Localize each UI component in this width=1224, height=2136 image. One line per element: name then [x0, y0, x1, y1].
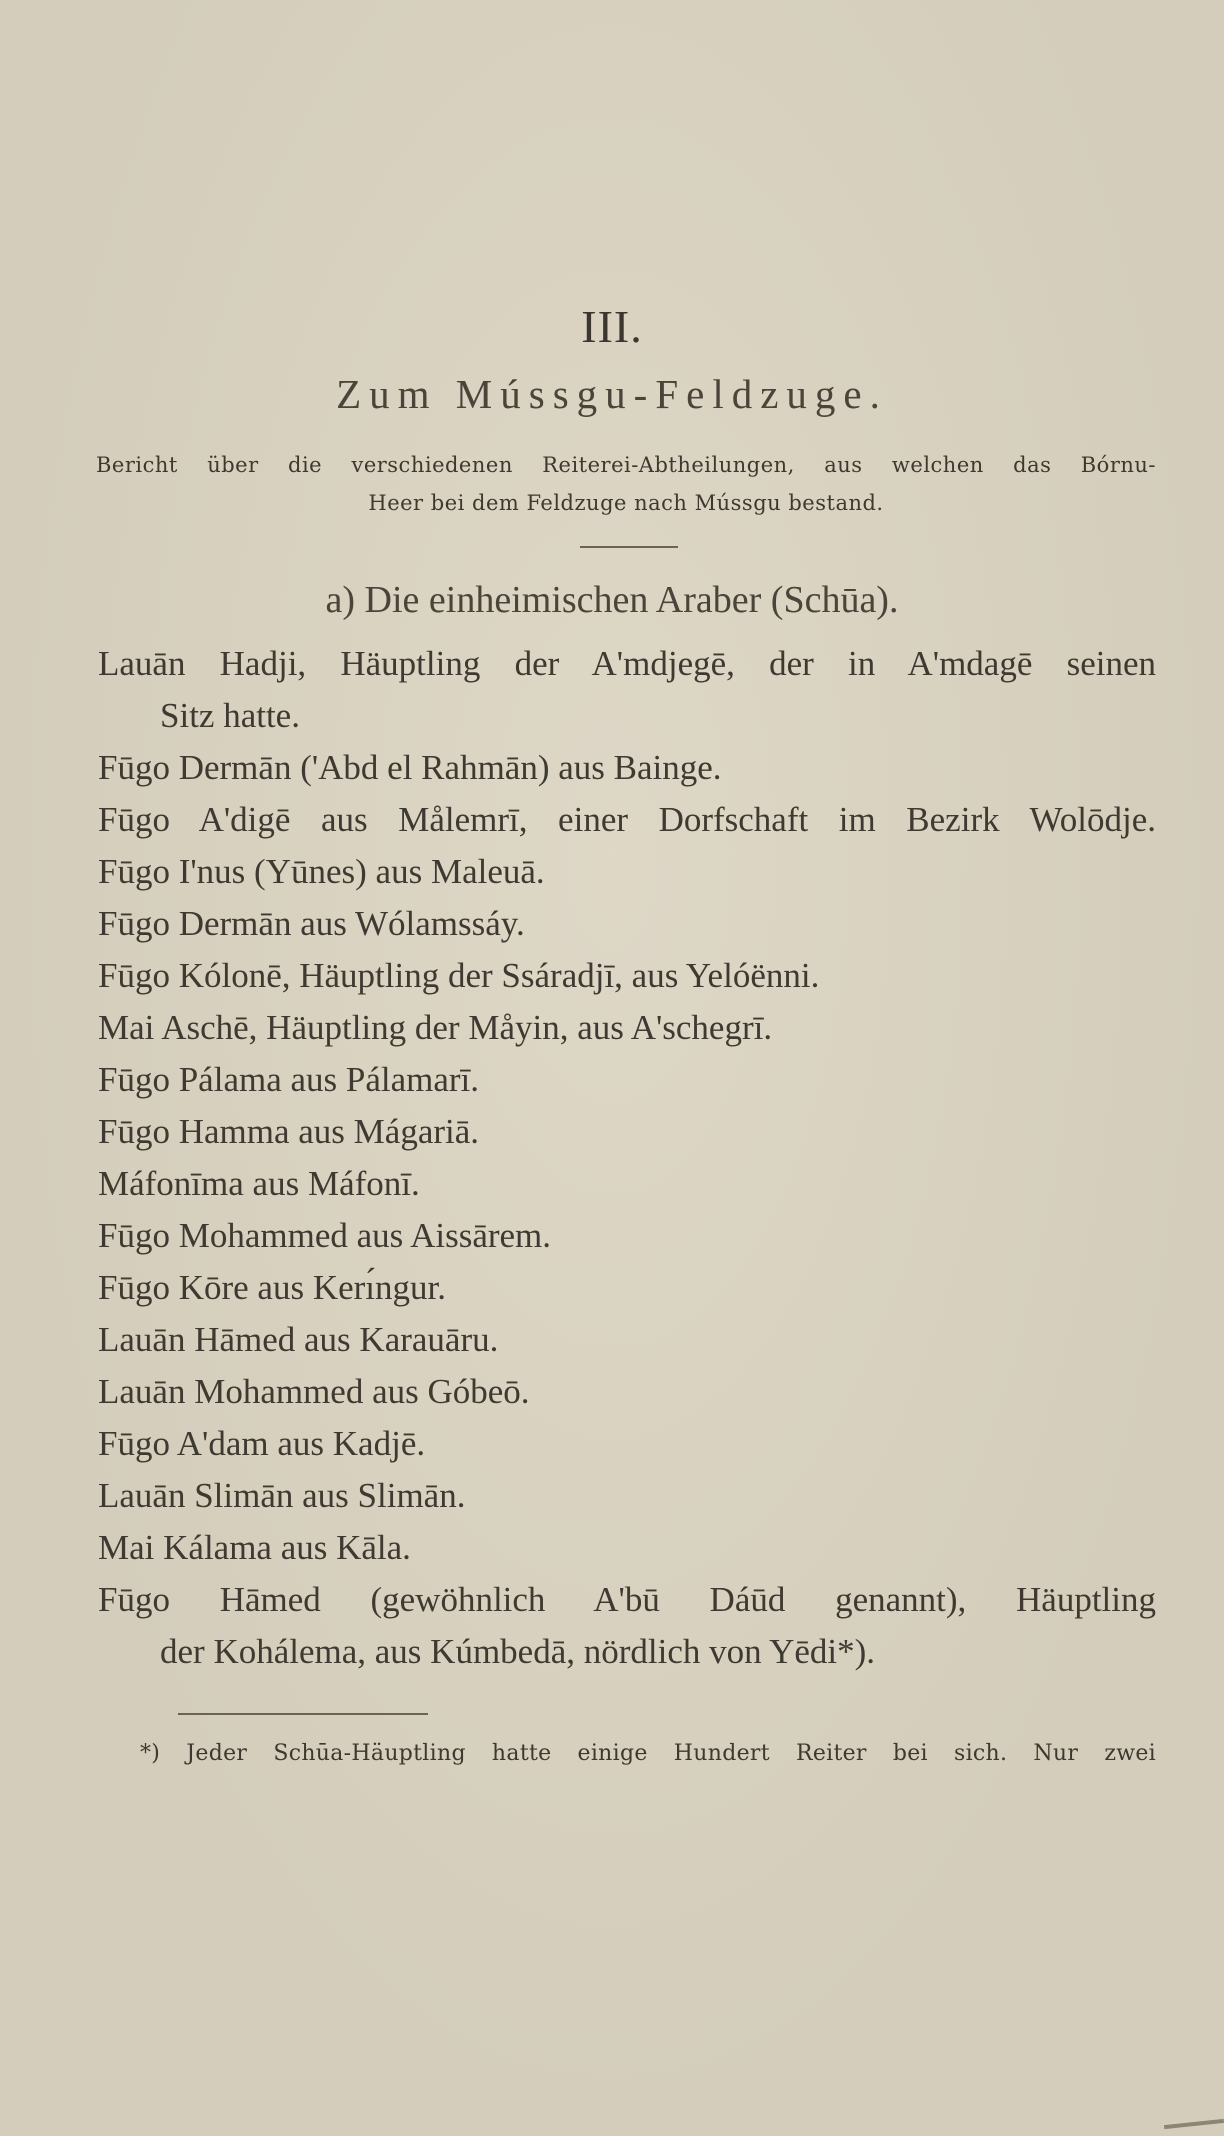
entry-text: Fūgo A'digē aus Målemrī, einer Dorfschaft im Bezirk Wolōdje.: [98, 800, 1156, 839]
footnote: *) Jeder Schūa-Häuptling hatte einige Hundert Reiter bei sich. Nur zwei: [140, 1741, 1156, 1766]
entry-text: Mai Kálama aus Kāla.: [98, 1528, 411, 1567]
list-item: [98, 1522, 1156, 1574]
list-item: [98, 898, 1156, 950]
list-item: [98, 1210, 1156, 1262]
footnote-divider: [178, 1713, 428, 1715]
report-caption: [96, 446, 1156, 522]
list-item: [98, 1262, 1156, 1314]
list-item: [98, 1054, 1156, 1106]
entry-text: Fūgo Hamma aus Mágariā.: [98, 1112, 480, 1151]
list-item: [98, 794, 1156, 846]
list-item: [98, 1418, 1156, 1470]
entry-text: Lauān Slimān aus Slimān.: [98, 1476, 466, 1515]
entry-text: Mai Aschē, Häuptling der Måyin, aus A'schegrī.: [98, 1008, 773, 1047]
list-item: [98, 742, 1156, 794]
list-item: [98, 638, 1156, 742]
chapter-title: Zum Mússgu-Feldzuge.: [336, 371, 888, 417]
entry-continuation: Sitz hatte.: [160, 696, 300, 735]
entry-list: [98, 638, 1156, 1678]
entry-text: Máfonīma aus Máfonī.: [98, 1164, 420, 1203]
chapter-number: III.: [581, 301, 643, 352]
list-item: [98, 1106, 1156, 1158]
list-item: [98, 1470, 1156, 1522]
report-line-2: Heer bei dem Feldzuge nach Mússgu bestand.: [368, 491, 884, 515]
list-item: [98, 1158, 1156, 1210]
list-item: [98, 846, 1156, 898]
entry-text: Fūgo Kōre aus Kerı́ngur.: [98, 1268, 447, 1307]
entry-text: Fūgo Dermān aus Wólamssáy.: [98, 904, 525, 943]
entry-text: Fūgo Dermān ('Abd el Rahmān) aus Bainge.: [98, 748, 722, 787]
list-item: [98, 1574, 1156, 1678]
entry-text: Fūgo Hāmed (gewöhnlich A'bū Dáūd genannt), Häuptling: [98, 1580, 1156, 1619]
list-item: [98, 1366, 1156, 1418]
entry-text: Fūgo Pálama aus Pálamarī.: [98, 1060, 480, 1099]
list-item: [98, 950, 1156, 1002]
page-corner-mark: [1164, 2119, 1224, 2129]
title-divider: [580, 546, 678, 548]
entry-text: Lauān Hadji, Häuptling der A'mdjegē, der in A'mdagē seinen: [98, 644, 1156, 683]
entry-text: Fūgo Kólonē, Häuptling der Ssáradjī, aus Yelóënni.: [98, 956, 820, 995]
list-item: [98, 1002, 1156, 1054]
entry-text: Fūgo I'nus (Yūnes) aus Maleuā.: [98, 852, 545, 891]
entry-text: Lauān Mohammed aus Góbeō.: [98, 1372, 530, 1411]
entry-text: Lauān Hāmed aus Karauāru.: [98, 1320, 499, 1359]
entry-text: Fūgo Mohammed aus Aissārem.: [98, 1216, 552, 1255]
report-line-1: Bericht über die verschiedenen Reiterei-Abtheilungen, aus welchen das Bórnu-: [96, 453, 1156, 477]
section-heading: a) Die einheimischen Araber (Schūa).: [325, 579, 899, 621]
list-item: [98, 1314, 1156, 1366]
entry-text: Fūgo A'dam aus Kadjē.: [98, 1424, 426, 1463]
entry-continuation: der Kohálema, aus Kúmbedā, nördlich von Yēdi*).: [160, 1632, 876, 1671]
